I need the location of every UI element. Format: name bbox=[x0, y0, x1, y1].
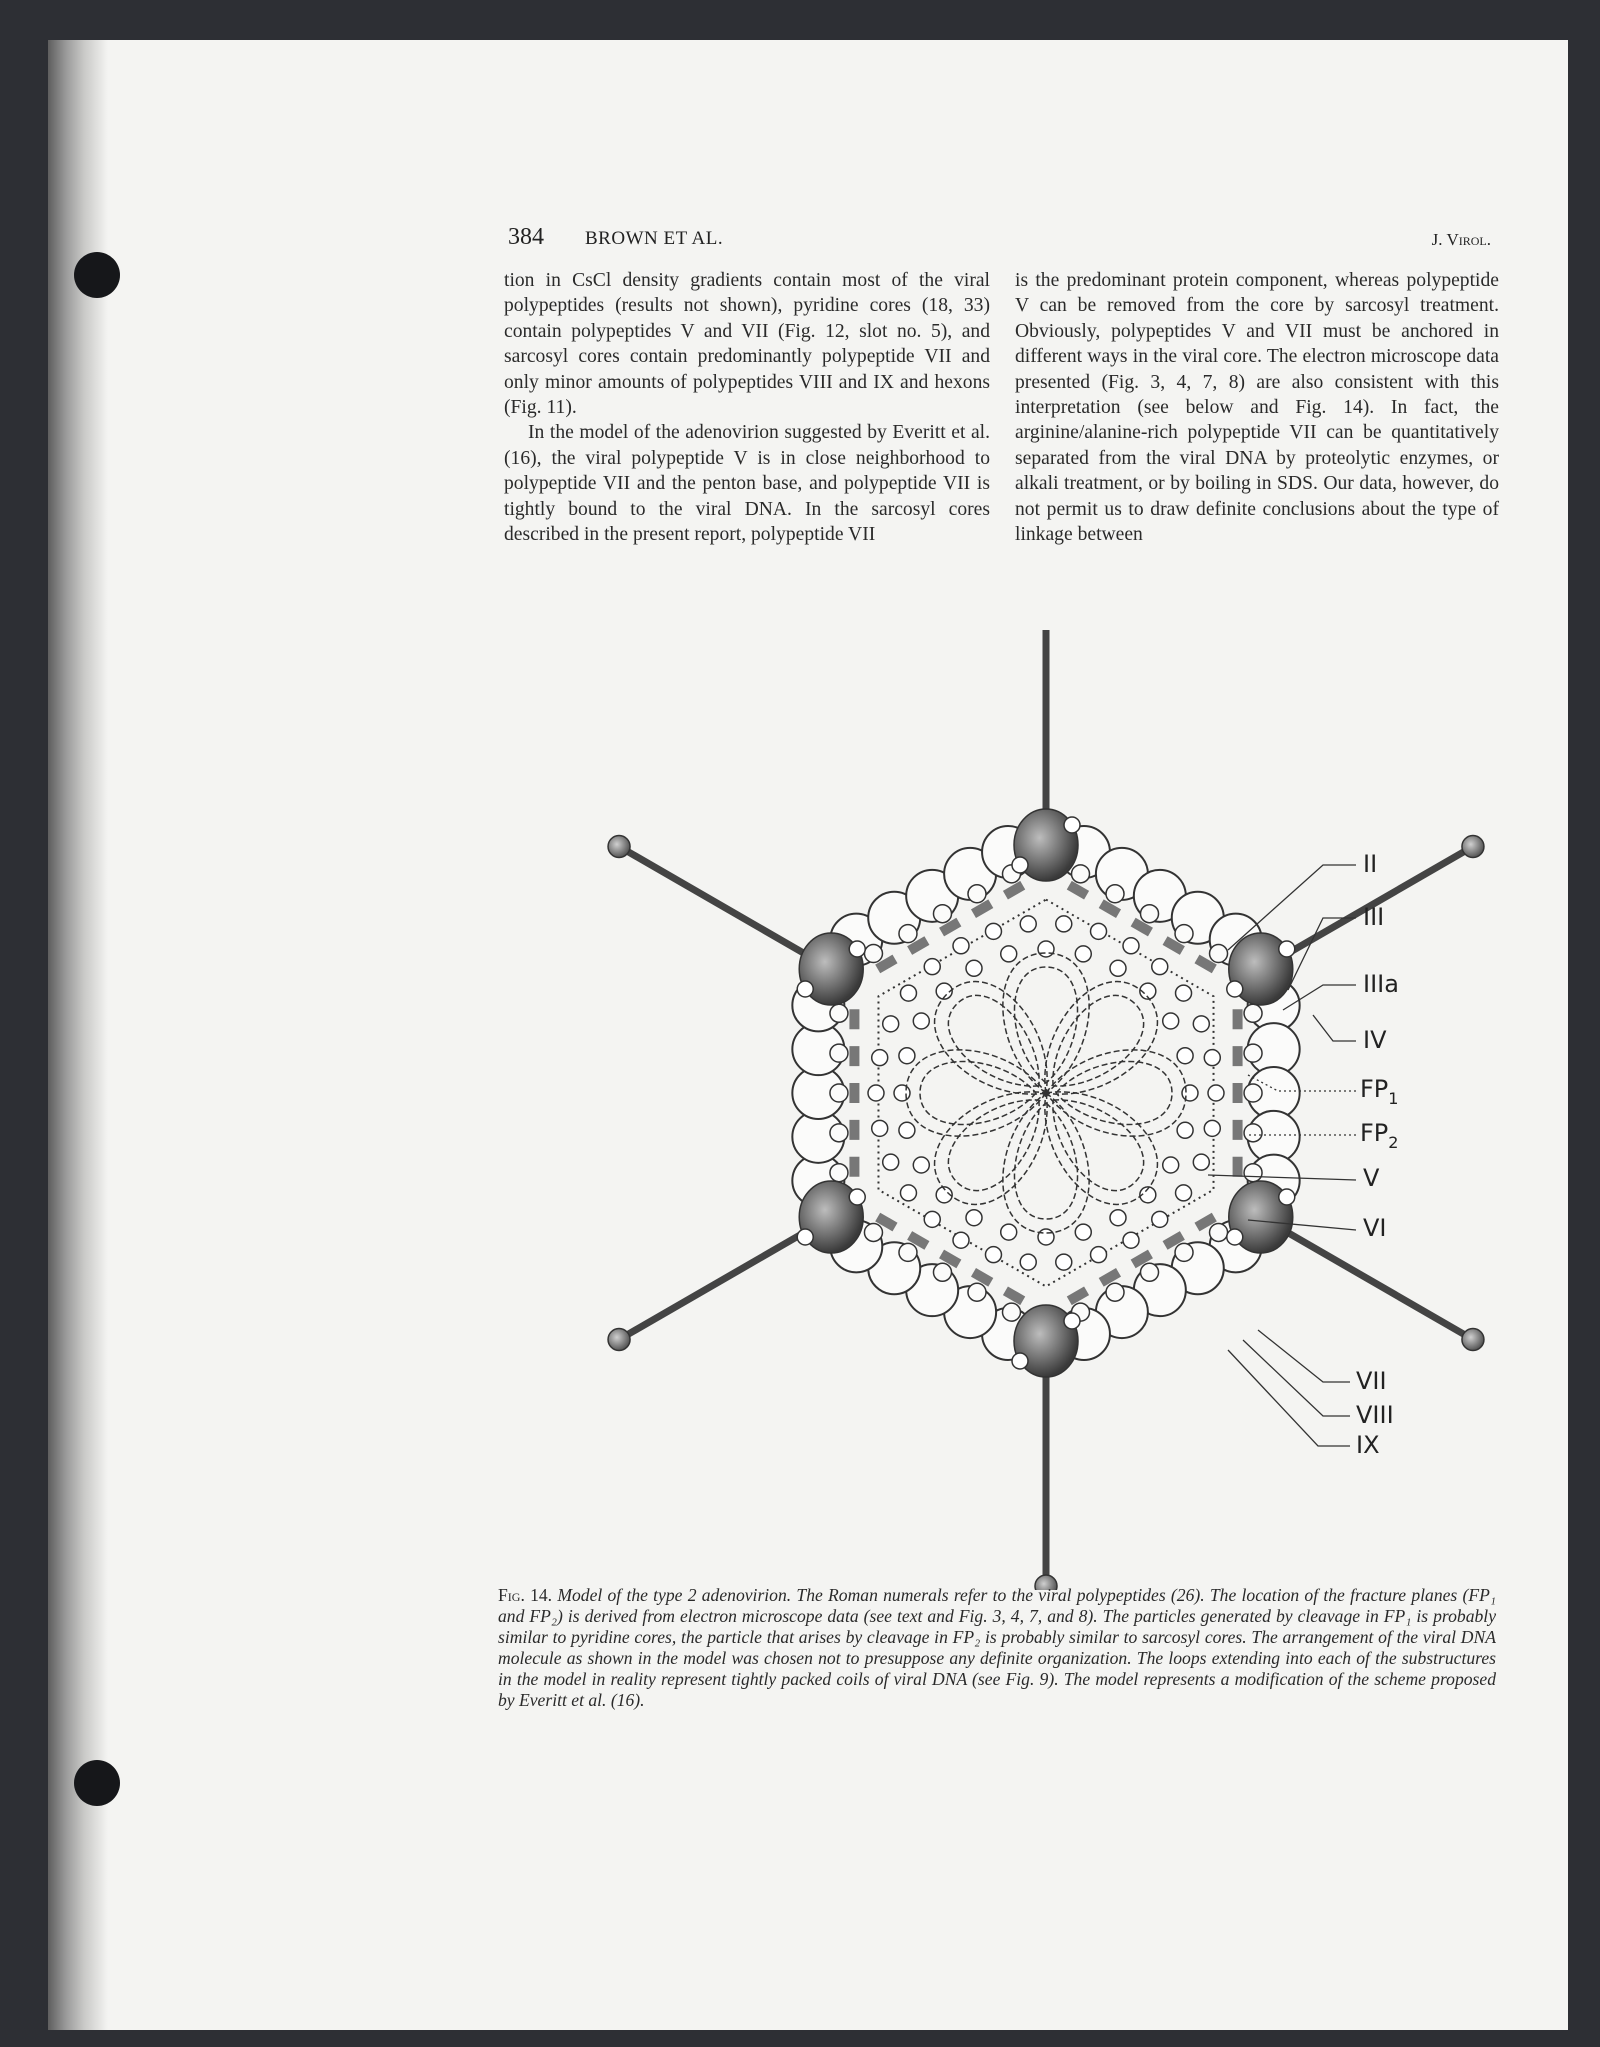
label-V: V bbox=[1363, 1164, 1380, 1192]
small-capsid-protein bbox=[899, 925, 917, 943]
shell-protein-block bbox=[849, 1083, 859, 1103]
core-protein bbox=[1091, 1247, 1107, 1263]
leader-IV bbox=[1313, 1015, 1356, 1041]
core-protein bbox=[868, 1085, 884, 1101]
shell-protein-block bbox=[1233, 1009, 1243, 1029]
small-capsid-protein bbox=[864, 1223, 882, 1241]
label-VIII: VIII bbox=[1356, 1401, 1394, 1429]
penton-associated-protein bbox=[1279, 941, 1295, 957]
core-protein bbox=[966, 1210, 982, 1226]
small-capsid-protein bbox=[1244, 1084, 1262, 1102]
small-capsid-protein bbox=[899, 1243, 917, 1261]
label-II: II bbox=[1363, 850, 1378, 878]
small-capsid-protein bbox=[1106, 885, 1124, 903]
core-protein bbox=[953, 938, 969, 954]
core-protein bbox=[899, 1122, 915, 1138]
core-protein bbox=[1091, 923, 1107, 939]
shell-protein-block bbox=[1003, 881, 1025, 900]
core-protein bbox=[1163, 1013, 1179, 1029]
core-protein bbox=[985, 1247, 1001, 1263]
core-protein bbox=[1056, 916, 1072, 932]
shell-protein-block bbox=[1233, 1157, 1243, 1177]
fiber-knob bbox=[608, 836, 630, 858]
label-FP2: $FP_2$ bbox=[1360, 1119, 1399, 1152]
small-capsid-protein bbox=[1244, 1124, 1262, 1142]
core-protein bbox=[1020, 1254, 1036, 1270]
label-III: III bbox=[1363, 903, 1385, 931]
core-protein bbox=[1001, 946, 1017, 962]
page-sheet bbox=[48, 40, 1568, 2030]
small-capsid-protein bbox=[933, 905, 951, 923]
fiber-shaft bbox=[619, 847, 831, 970]
core-protein bbox=[1123, 938, 1139, 954]
fiber-knob bbox=[1462, 1329, 1484, 1351]
leader-III bbox=[1288, 918, 1356, 990]
label-VII: VII bbox=[1356, 1367, 1387, 1395]
left-paragraph-2: In the model of the adenovirion suggested by Everitt et al. (16), the viral polypeptide V is in close neighborhood to polypeptide VII and the penton base, and polypeptide VII is tightly bound to the viral DNA. In the sarcosyl cores described in the present report, polypeptide VII bbox=[504, 422, 990, 546]
shell-protein-block bbox=[1233, 1046, 1243, 1066]
small-capsid-protein bbox=[1210, 1223, 1228, 1241]
small-capsid-protein bbox=[864, 945, 882, 963]
core-protein bbox=[1163, 1157, 1179, 1173]
label-IX: IX bbox=[1356, 1431, 1380, 1459]
core-protein bbox=[894, 1085, 910, 1101]
shell-protein-block bbox=[1233, 1120, 1243, 1140]
label-VI: VI bbox=[1363, 1214, 1387, 1242]
figure-caption bbox=[498, 1585, 1496, 1711]
core-protein bbox=[883, 1016, 899, 1032]
core-protein bbox=[1204, 1050, 1220, 1066]
core-protein bbox=[1152, 959, 1168, 975]
core-protein bbox=[1152, 1211, 1168, 1227]
core-protein bbox=[872, 1120, 888, 1136]
core-protein bbox=[1193, 1016, 1209, 1032]
small-capsid-protein bbox=[1106, 1283, 1124, 1301]
penton-associated-protein bbox=[1227, 1229, 1243, 1245]
left-paragraph-1: tion in CsCl density gradients contain most of the viral polypeptides (results not shown), pyridine cores (18, 33) contain polypeptides V and VII (Fig. 12, slot no. 5), and sarcosyl cores contain predominantly polypeptide VII and only minor amounts of polypeptides VIII and IX and hexons (Fig. 11). bbox=[504, 270, 990, 419]
leader-IX bbox=[1228, 1350, 1350, 1446]
core-protein bbox=[924, 1211, 940, 1227]
dna-loop bbox=[1003, 953, 1089, 1093]
label-IIIa: IIIa bbox=[1363, 970, 1399, 998]
penton-fibers bbox=[608, 630, 1484, 1590]
journal-name: J. Virol. bbox=[1431, 230, 1491, 249]
core-protein bbox=[1056, 1254, 1072, 1270]
core-protein bbox=[1177, 1048, 1193, 1064]
label-FP1: $FP_1$ bbox=[1360, 1075, 1399, 1108]
small-capsid-protein bbox=[1244, 1004, 1262, 1022]
small-capsid-protein bbox=[968, 1283, 986, 1301]
core-protein bbox=[900, 1185, 916, 1201]
core-protein bbox=[1176, 1185, 1192, 1201]
dna-loop bbox=[906, 1050, 1046, 1136]
small-capsid-protein bbox=[830, 1124, 848, 1142]
small-capsid-protein bbox=[1244, 1164, 1262, 1182]
adenovirion-model-figure bbox=[588, 630, 1548, 1590]
label-IV: IV bbox=[1363, 1026, 1387, 1054]
caption-text: Model of the type 2 adenovirion. The Roman numerals refer to the viral polypeptides (26). The location of the fracture planes (FP₁ and FP₂) is derived from electron microscope data (see text and Fig. 3, 4, 7, and 8). The particles generated by cleavage in FP₁ is probably similar to pyridine cores, the particle that arises by cleavage in FP₂ is probably similar to sarcosyl cores. The arrangement of the viral DNA molecule as shown in the model was chosen not to presuppose any definite organization. The loops extending into each of the substructures in the model in reality represent tightly packed coils of viral DNA (see Fig. 9). The model represents a modification of the scheme proposed by Everitt et al. (16). bbox=[498, 1585, 1496, 1710]
fiber-knob bbox=[1462, 836, 1484, 858]
small-capsid-protein bbox=[830, 1084, 848, 1102]
small-capsid-protein bbox=[1175, 925, 1193, 943]
shell-protein-block bbox=[1067, 1286, 1089, 1305]
penton-associated-protein bbox=[1012, 857, 1028, 873]
core-protein bbox=[1204, 1120, 1220, 1136]
small-capsid-protein bbox=[1244, 1044, 1262, 1062]
right-paragraph-1: is the predominant protein component, whereas polypeptide V can be removed from the core by sarcosyl treatment. Obviously, polypeptides V and VII must be anchored in different ways in the viral core. The electron microscope data presented (Fig. 3, 4, 7, 8) are also consistent with this interpretation (see below and Fig. 14). In fact, the arginine/alanine-rich polypeptide VII can be quantitatively separated from the viral DNA by proteolytic enzymes, or alkali treatment, or by boiling in SDS. Our data, however, do not permit us to draw definite conclusions about the type of linkage between bbox=[1015, 270, 1499, 546]
penton-associated-protein bbox=[1279, 1189, 1295, 1205]
fiber-knob bbox=[608, 1329, 630, 1351]
shell-protein-block bbox=[849, 1046, 859, 1066]
core-protein bbox=[1193, 1154, 1209, 1170]
penton-associated-protein bbox=[1012, 1353, 1028, 1369]
small-capsid-protein bbox=[830, 1004, 848, 1022]
leader-VII bbox=[1258, 1330, 1350, 1382]
small-capsid-protein bbox=[968, 885, 986, 903]
small-capsid-protein bbox=[1072, 865, 1090, 883]
core-protein bbox=[899, 1048, 915, 1064]
shell-protein-block bbox=[1067, 881, 1089, 900]
running-head: BROWN ET AL. bbox=[585, 228, 724, 249]
core-protein bbox=[1123, 1232, 1139, 1248]
core-protein bbox=[913, 1013, 929, 1029]
core-protein bbox=[900, 985, 916, 1001]
small-capsid-protein bbox=[1210, 945, 1228, 963]
shell-protein-block bbox=[849, 1120, 859, 1140]
core-protein bbox=[1001, 1224, 1017, 1240]
core-protein bbox=[1038, 941, 1054, 957]
penton-associated-protein bbox=[849, 941, 865, 957]
core-protein bbox=[1110, 960, 1126, 976]
penton-associated-protein bbox=[849, 1189, 865, 1205]
core-protein bbox=[872, 1050, 888, 1066]
core-protein bbox=[1208, 1085, 1224, 1101]
penton-associated-protein bbox=[1064, 817, 1080, 833]
text-column-right bbox=[1015, 268, 1499, 547]
binding-shadow bbox=[48, 40, 108, 2030]
small-capsid-protein bbox=[1141, 905, 1159, 923]
core-protein bbox=[924, 959, 940, 975]
core-protein bbox=[1075, 946, 1091, 962]
core-protein bbox=[1075, 1224, 1091, 1240]
shell-protein-block bbox=[849, 1157, 859, 1177]
caption-lead: Fig. 14. bbox=[498, 1585, 553, 1605]
small-capsid-protein bbox=[830, 1164, 848, 1182]
text-column-left bbox=[504, 268, 990, 547]
small-capsid-protein bbox=[1175, 1243, 1193, 1261]
core-protein bbox=[1020, 916, 1036, 932]
small-capsid-protein bbox=[933, 1263, 951, 1281]
punch-hole-bottom bbox=[74, 1760, 120, 1806]
penton-associated-protein bbox=[1227, 981, 1243, 997]
core-protein bbox=[913, 1157, 929, 1173]
penton-associated-protein bbox=[1064, 1313, 1080, 1329]
shell-protein-block bbox=[1003, 1286, 1025, 1305]
core-protein bbox=[1110, 1210, 1126, 1226]
dna-loop bbox=[1046, 1050, 1186, 1136]
viral-core bbox=[868, 900, 1224, 1287]
small-capsid-protein bbox=[1141, 1263, 1159, 1281]
core-protein bbox=[966, 960, 982, 976]
small-capsid-protein bbox=[1002, 1303, 1020, 1321]
core-protein bbox=[1176, 985, 1192, 1001]
penton-associated-protein bbox=[797, 1229, 813, 1245]
core-protein bbox=[953, 1232, 969, 1248]
penton-associated-protein bbox=[797, 981, 813, 997]
shell-protein-block bbox=[849, 1009, 859, 1029]
page-header bbox=[48, 220, 1568, 260]
shell-protein-block bbox=[1233, 1083, 1243, 1103]
core-protein bbox=[985, 923, 1001, 939]
page-number: 384 bbox=[508, 224, 544, 250]
core-protein bbox=[1182, 1085, 1198, 1101]
small-capsid-protein bbox=[830, 1044, 848, 1062]
core-protein bbox=[883, 1154, 899, 1170]
dna-loop bbox=[1003, 1093, 1089, 1233]
core-protein bbox=[1038, 1229, 1054, 1245]
leader-VIII bbox=[1243, 1340, 1350, 1416]
core-protein bbox=[1177, 1122, 1193, 1138]
